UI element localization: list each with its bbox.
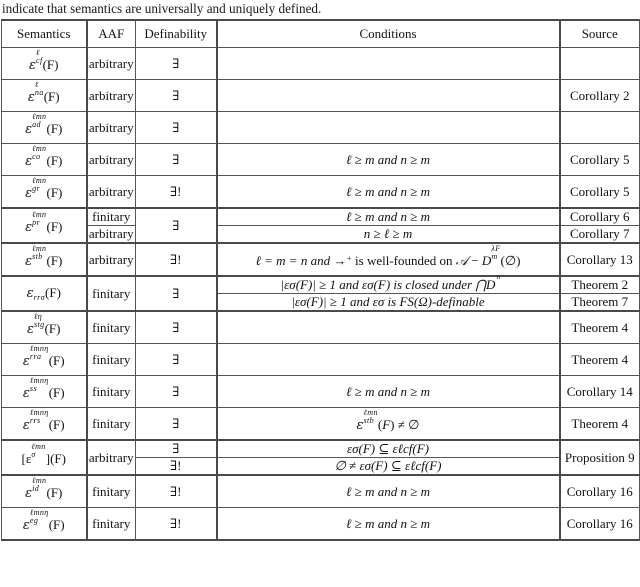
cell-aaf: arbitrary <box>87 80 136 112</box>
table-row <box>2 376 640 408</box>
arrow-superscript: + <box>346 253 352 263</box>
cell-semantics: εrrσ(F) <box>2 276 87 311</box>
cell-definability: ∃ <box>136 144 217 176</box>
condition-expr: ℓ ≥ m and n ≥ m <box>346 383 430 399</box>
d-subscript-m: m <box>491 251 498 261</box>
cell-definability: ∃ <box>136 80 217 112</box>
table-row <box>2 408 640 441</box>
condition-expr: ℓ ≥ m and n ≥ m <box>346 483 430 499</box>
sem-subscript: rrs <box>29 415 41 425</box>
cell-definability: ∃! <box>136 508 217 541</box>
condition-expr: |εσ(F)| ≥ 1 and εσ is FS(Ω)-definable <box>291 294 485 309</box>
sem-subscript: rra <box>29 351 42 361</box>
table-row <box>2 440 640 458</box>
cell-aaf: finitary <box>87 276 136 311</box>
cell-semantics: ε ℓmn co (F) <box>2 144 87 176</box>
sem-superscript: ℓmnη <box>29 407 49 417</box>
cell-semantics: ε ℓmn gr (F) <box>2 176 87 209</box>
cell-semantics: ε ℓmn pr (F) <box>2 208 87 243</box>
cell-aaf: finitary <box>87 311 136 344</box>
cell-conditions <box>217 243 560 281</box>
cell-source: Corollary 2 <box>560 80 640 112</box>
cell-semantics: ε ℓη stg (F) <box>2 311 87 344</box>
sem-subscript: stg <box>34 319 45 329</box>
sem-superscript: ℓmn <box>32 209 47 219</box>
table-row <box>2 208 640 226</box>
cell-source: Corollary 5 <box>560 176 640 209</box>
cell-aaf-alt: arbitrary <box>87 226 136 244</box>
d-subscript-n: n <box>496 271 501 281</box>
cell-source: Corollary 13 <box>560 243 640 276</box>
cell-definability: ∃ <box>136 408 217 441</box>
cell-conditions <box>217 80 560 112</box>
sem-superscript: ℓmnη <box>29 507 49 517</box>
header-definability: Definability <box>136 20 217 48</box>
sem-superscript: ℓη <box>34 311 43 321</box>
table-row <box>2 48 640 80</box>
cell-conditions: ε ℓmn stb (F) ≠ ∅ <box>217 408 560 441</box>
cell-conditions <box>217 276 560 294</box>
cell-source: Corollary 16 <box>560 475 640 508</box>
cell-conditions <box>217 144 560 176</box>
cell-aaf: arbitrary <box>87 176 136 209</box>
sem-superscript: ℓmn <box>32 143 47 153</box>
sem-superscript: ℓmn <box>32 111 47 121</box>
table-row <box>2 475 640 508</box>
sem-argument: (F) <box>42 56 59 72</box>
cond-eps-superscript: ℓmn <box>363 407 378 417</box>
table-row <box>2 176 640 209</box>
sem-superscript: ℓmnη <box>29 343 49 353</box>
cell-conditions <box>217 176 560 209</box>
sem-subscript: id <box>32 483 40 493</box>
condition-prefix: ℓ = m = n and <box>255 252 334 268</box>
cell-aaf: arbitrary <box>87 144 136 176</box>
condition-expr: |εσ(F)| ≥ 1 and εσ(F) is closed under ⋂D <box>280 277 496 292</box>
cell-aaf: finitary <box>87 475 136 508</box>
sem-subscript: eg <box>29 515 39 525</box>
sem-argument: (F) <box>46 252 63 268</box>
table-row <box>2 344 640 376</box>
sem-superscript: ℓmn <box>32 475 47 485</box>
cell-source: Theorem 4 <box>560 311 640 344</box>
cell-definability: ∃ <box>136 276 217 311</box>
condition-expr: ℓ ≥ m and n ≥ m <box>346 515 430 531</box>
cell-definability: ∃ <box>136 112 217 144</box>
table-row <box>2 508 640 541</box>
cell-definability: ∃ <box>136 208 217 243</box>
cell-source <box>560 112 640 144</box>
condition-expr: n ≥ ℓ ≥ m <box>363 226 413 241</box>
cell-aaf: arbitrary <box>87 112 136 144</box>
cell-definability: ∃ <box>136 48 217 80</box>
cell-conditions <box>217 440 560 458</box>
cell-conditions-alt <box>217 294 560 312</box>
sem-subscript: cf <box>35 55 43 65</box>
sem-superscript: ℓmn <box>32 243 47 253</box>
cell-source: Theorem 4 <box>560 408 640 441</box>
sem-argument: (F) <box>48 384 65 400</box>
sem-subscript: na <box>34 87 44 97</box>
cell-definability: ∃ <box>136 440 217 458</box>
d-superscript-f: F <box>495 243 501 253</box>
sem-subscript: co <box>32 151 41 161</box>
sem-superscript: ℓmn <box>32 175 47 185</box>
sem-argument: (F) <box>46 120 63 136</box>
condition-expr: ℓ ≥ m and n ≥ m <box>346 209 430 224</box>
cell-conditions-alt <box>217 226 560 244</box>
cell-semantics: ε ℓ na (F) <box>2 80 87 112</box>
cell-definability: ∃! <box>136 475 217 508</box>
sem-subscript: pr <box>32 217 41 227</box>
sem-subscript: ss <box>29 383 37 393</box>
table-row <box>2 80 640 112</box>
intro-paragraph <box>0 0 640 19</box>
condition-expr: ℓ ≥ m and n ≥ m <box>346 151 430 167</box>
sem-subscript: gr <box>32 183 41 193</box>
cell-source <box>560 48 640 80</box>
table-row <box>2 112 640 144</box>
cond-eps-subscript: stb <box>363 415 375 425</box>
cell-conditions <box>217 376 560 408</box>
cell-semantics: ε ℓmn ad (F) <box>2 112 87 144</box>
cell-definability: ∃! <box>136 243 217 276</box>
cell-definability: ∃! <box>136 176 217 209</box>
cell-conditions <box>217 208 560 226</box>
table-row <box>2 226 640 244</box>
sem-argument: ](F) <box>45 450 66 466</box>
sem-subscript: rrσ <box>33 292 46 302</box>
sem-argument: (F) <box>46 184 63 200</box>
condition-expr: εσ(F) ⊆ εℓcf(F) <box>346 441 430 456</box>
cell-conditions <box>217 475 560 508</box>
header-conditions: Conditions <box>217 20 560 48</box>
cell-definability-alt: ∃! <box>136 458 217 476</box>
cell-semantics: ε ℓmnη ss (F) <box>2 376 87 408</box>
table-row <box>2 243 640 276</box>
table-row <box>2 144 640 176</box>
cell-semantics <box>2 440 87 475</box>
sem-argument: (F) <box>46 218 63 234</box>
sem-argument: (F) <box>48 516 65 532</box>
cell-source: Theorem 2 <box>560 276 640 294</box>
cell-source: Corollary 6 <box>560 208 640 226</box>
d-superscript-lambda: λ <box>491 243 496 253</box>
condition-mid: is well-founded on <box>351 252 456 268</box>
cell-source: Proposition 9 <box>560 440 640 475</box>
cell-aaf: finitary <box>87 376 136 408</box>
sem-argument: (F) <box>46 484 63 500</box>
cell-conditions-alt <box>217 458 560 476</box>
sem-argument: (F) <box>44 320 61 336</box>
calligraphic-a: 𝒜 <box>455 252 469 268</box>
sem-bracket-open: [ε <box>21 450 32 466</box>
cell-semantics: ε ℓ cf (F) <box>2 48 87 80</box>
sem-argument: (F) <box>48 352 65 368</box>
sem-superscript: ℓ <box>35 47 40 57</box>
cell-source: Corollary 5 <box>560 144 640 176</box>
cell-source-alt: Corollary 7 <box>560 226 640 244</box>
header-aaf: AAF <box>87 20 136 48</box>
cell-aaf: finitary <box>87 508 136 541</box>
cell-source-alt: Theorem 7 <box>560 294 640 312</box>
condition-expr: ℓ ≥ m and n ≥ m <box>346 183 430 199</box>
cell-semantics: ε ℓmnη rrs (F) <box>2 408 87 441</box>
cell-source: Corollary 14 <box>560 376 640 408</box>
cell-conditions <box>217 48 560 80</box>
cell-semantics: ε ℓmnη eg (F) <box>2 508 87 541</box>
cell-semantics: ε ℓmn id (F) <box>2 475 87 508</box>
sem-argument: (F) <box>46 152 63 168</box>
sem-subscript: ad <box>32 119 41 129</box>
intro-text: indicate that semantics are universally and uniquely defined. <box>2 1 322 16</box>
minus-glyph: − <box>471 252 479 268</box>
cell-conditions <box>217 344 560 376</box>
cell-semantics: ε ℓmnη rra (F) <box>2 344 87 376</box>
cell-conditions <box>217 112 560 144</box>
cell-aaf: finitary <box>87 408 136 441</box>
sem-superscript: ℓmnη <box>29 375 49 385</box>
sem-subscript: stb <box>32 251 43 261</box>
table-row <box>2 276 640 294</box>
cell-conditions <box>217 508 560 541</box>
cell-aaf: finitary <box>87 344 136 376</box>
empty-set-arg: (∅) <box>500 252 521 268</box>
cell-aaf: finitary <box>87 208 136 226</box>
cell-aaf: arbitrary <box>87 243 136 276</box>
sem-argument: (F) <box>48 416 65 432</box>
sem-subscript: σ <box>31 449 36 459</box>
cell-definability: ∃ <box>136 311 217 344</box>
table-row <box>2 311 640 344</box>
sem-superscript: ℓmn <box>31 441 46 451</box>
sem-argument: (F) <box>43 88 60 104</box>
cell-definability: ∃ <box>136 376 217 408</box>
header-source: Source <box>560 20 640 48</box>
semantics-summary-table <box>1 19 640 541</box>
cell-aaf: arbitrary <box>87 440 136 475</box>
operator-d: D <box>481 252 492 268</box>
cell-definability: ∃ <box>136 344 217 376</box>
cell-semantics: ε ℓmn stb (F) <box>2 243 87 276</box>
cell-source: Corollary 16 <box>560 508 640 541</box>
sem-argument: (F) <box>45 285 61 301</box>
condition-expr: ∅ ≠ εσ(F) ⊆ εℓcf(F) <box>334 458 442 473</box>
cell-aaf: arbitrary <box>87 48 136 80</box>
header-semantics: Semantics <box>2 20 87 48</box>
arrow-glyph: → <box>333 252 347 268</box>
table-header-row <box>2 20 640 48</box>
sem-superscript: ℓ <box>34 79 39 89</box>
cell-conditions <box>217 311 560 344</box>
cell-source: Theorem 4 <box>560 344 640 376</box>
